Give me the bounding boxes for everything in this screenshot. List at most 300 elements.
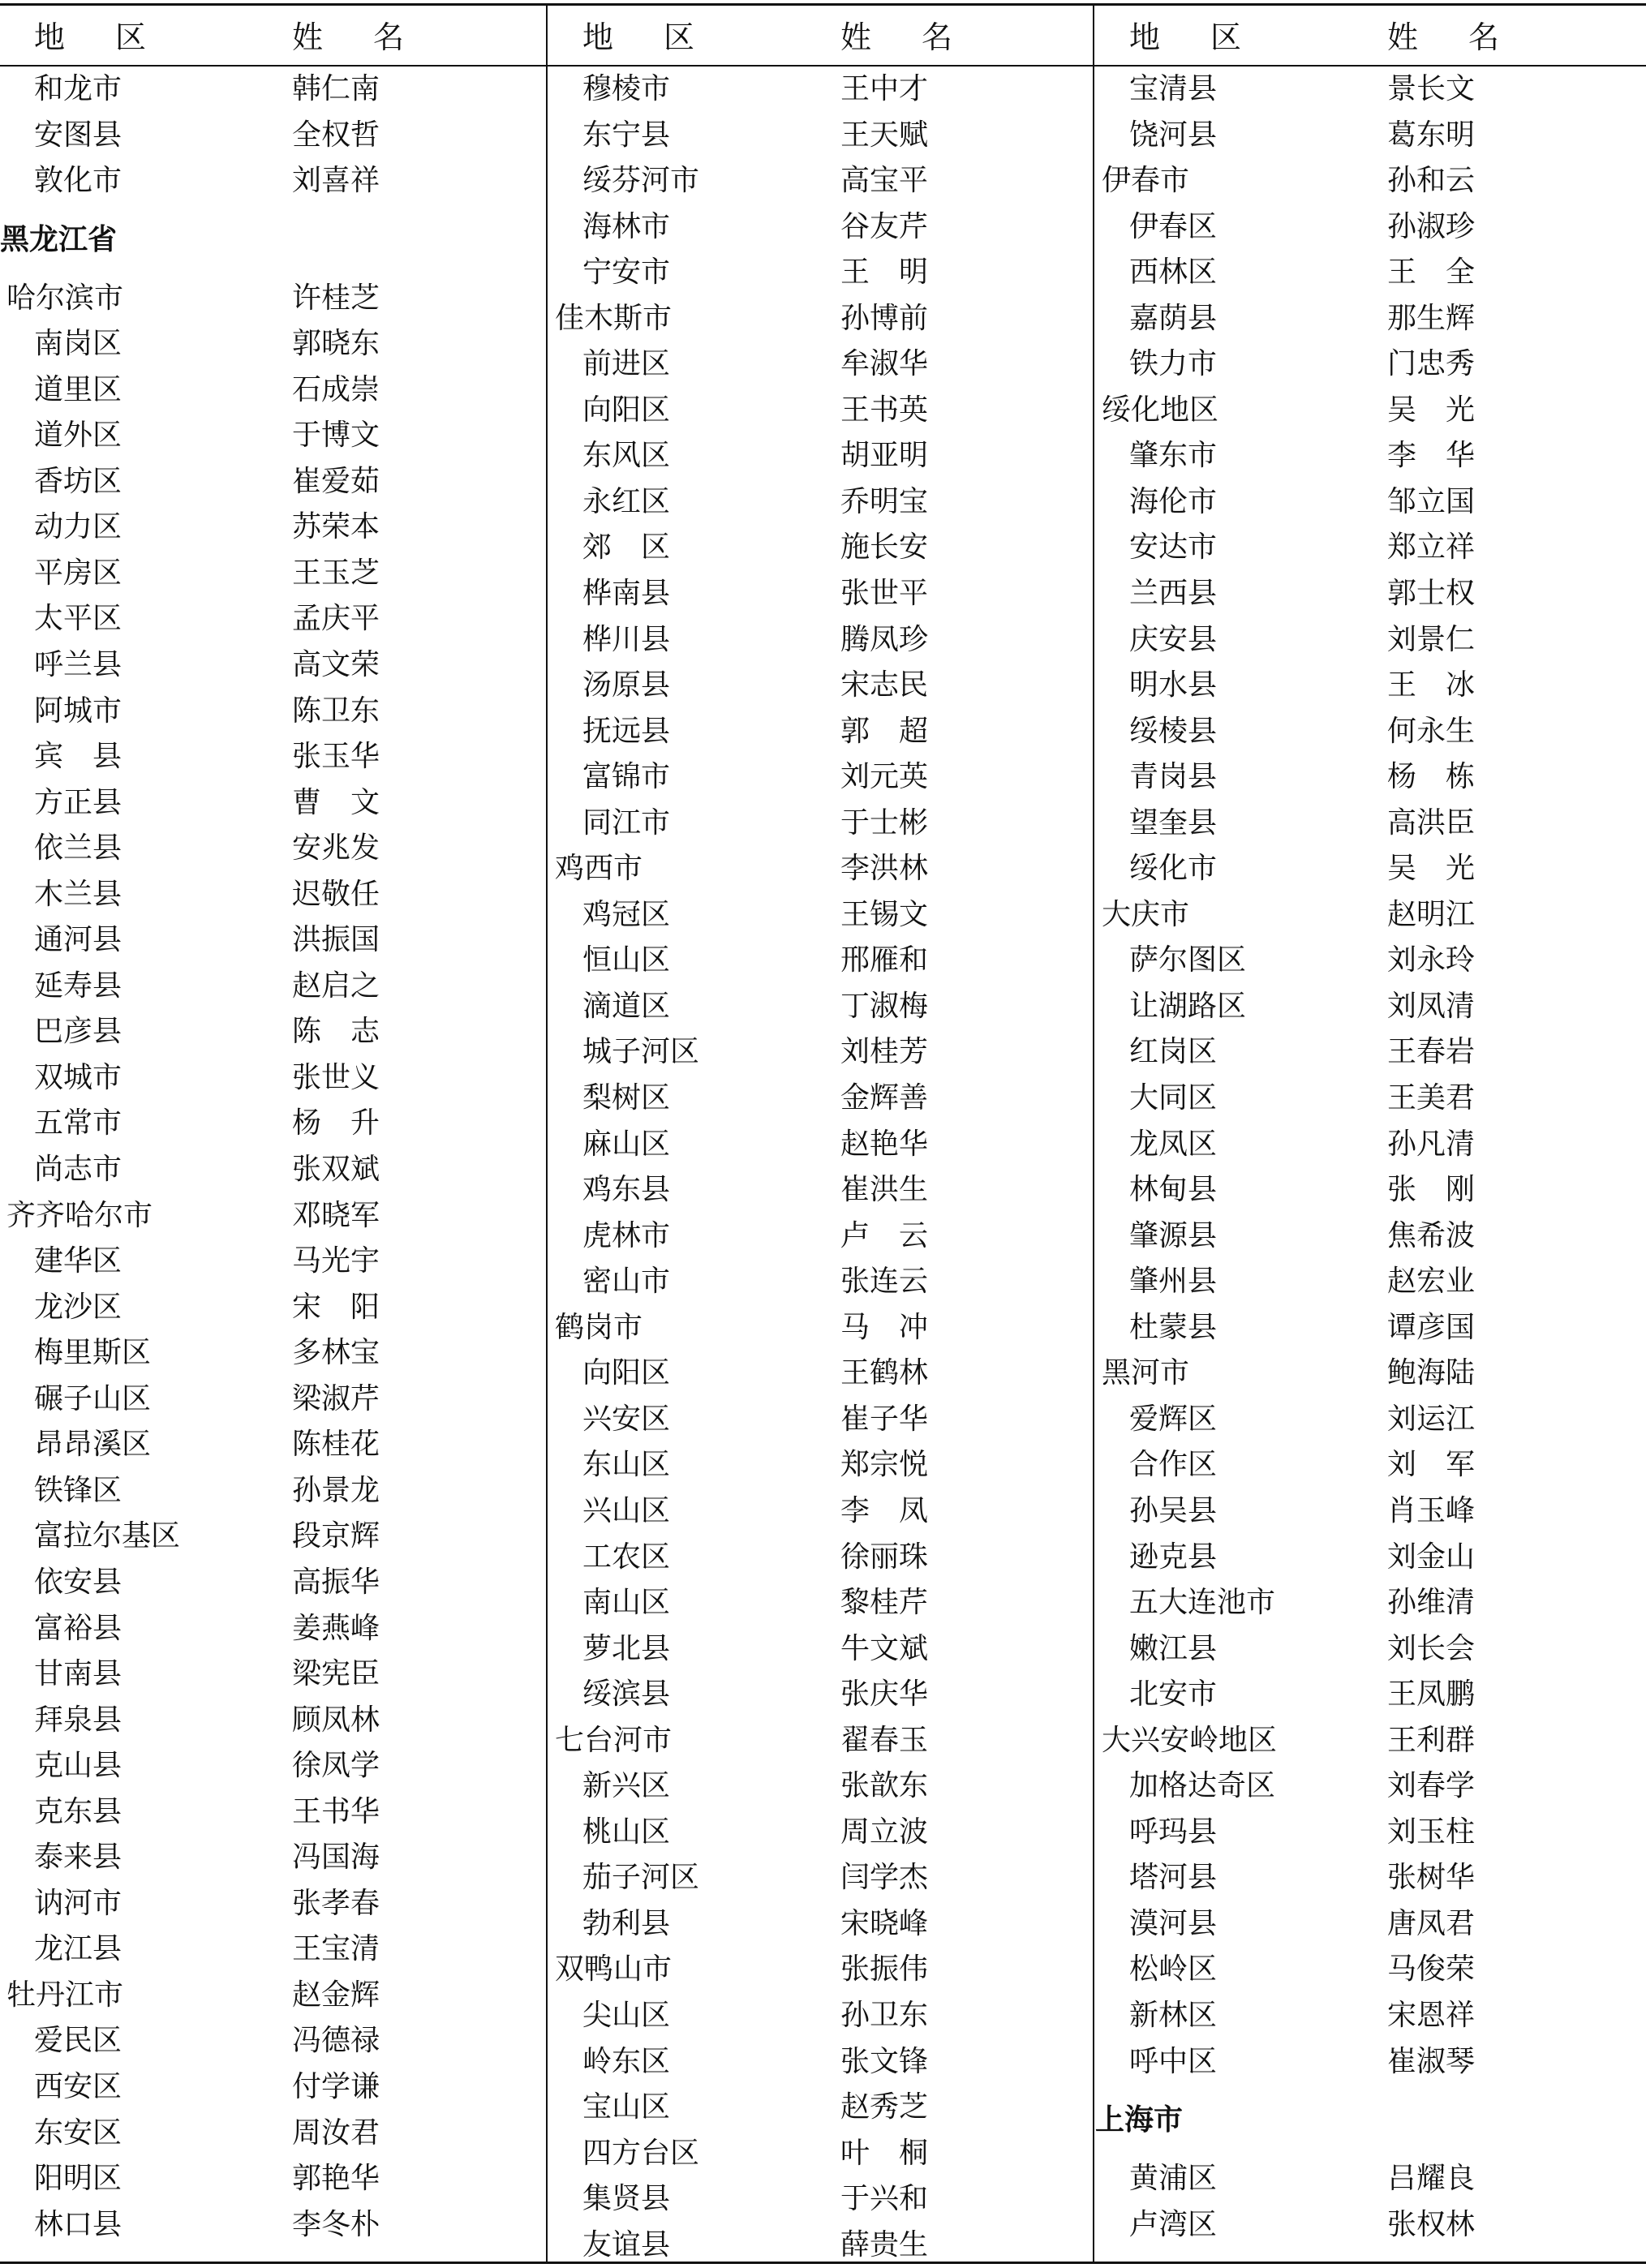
table-row <box>1095 663 1640 709</box>
person-name-cell: 马 冲 <box>840 1310 929 1344</box>
region-cell: 虎林市 <box>582 1218 671 1252</box>
person-name-cell: 李 凤 <box>840 1493 929 1527</box>
column-header <box>1095 0 1640 73</box>
person-name-cell: 韩仁南 <box>292 72 380 105</box>
name-header: 姓 名 <box>840 19 963 55</box>
person-name-cell: 陈卫东 <box>292 694 380 728</box>
table-row <box>1095 1855 1640 1901</box>
region-cell: 绥芬河市 <box>582 164 700 198</box>
table-row <box>548 1580 1094 1626</box>
person-name-cell: 景长文 <box>1387 72 1476 105</box>
region-cell: 肇东市 <box>1129 439 1218 473</box>
region-cell: 黑河市 <box>1102 1356 1190 1390</box>
table-row <box>548 479 1094 526</box>
person-name-cell: 苏荣本 <box>292 510 380 544</box>
table-row <box>548 709 1094 755</box>
person-name-cell: 那生辉 <box>1387 301 1476 335</box>
region-cell: 四方台区 <box>582 2136 700 2170</box>
region-cell: 塔河县 <box>1129 1861 1218 1895</box>
table-row <box>0 642 545 689</box>
table-row <box>548 1993 1094 2039</box>
person-name-cell: 赵秀芝 <box>840 2090 929 2124</box>
person-name-cell: 葛东明 <box>1387 118 1476 152</box>
table-row <box>548 1535 1094 1581</box>
table-row <box>548 2085 1094 2131</box>
region-cell: 青岗县 <box>1129 760 1218 794</box>
table-row <box>0 734 545 780</box>
region-cell: 鸡东县 <box>582 1173 671 1207</box>
person-name-cell: 张世平 <box>840 577 929 611</box>
table-row <box>1095 709 1640 755</box>
person-name-cell: 叶 桐 <box>840 2136 929 2170</box>
person-name-cell: 王锡文 <box>840 897 929 931</box>
region-cell: 依兰县 <box>34 831 122 866</box>
person-name-cell: 于士彬 <box>840 805 929 840</box>
table-row <box>548 1718 1094 1764</box>
region-cell: 汤原县 <box>582 668 671 702</box>
person-name-cell: 郭 超 <box>840 714 929 748</box>
region-cell: 道里区 <box>34 372 122 406</box>
person-name-cell: 许桂芝 <box>292 281 380 315</box>
person-name-cell: 孙景龙 <box>292 1473 380 1507</box>
table-row <box>0 1147 545 1193</box>
region-cell: 尖山区 <box>582 1998 671 2032</box>
person-name-cell: 曹 文 <box>292 785 380 819</box>
table-row <box>548 2039 1094 2085</box>
region-cell: 大兴安岭地区 <box>1102 1723 1278 1757</box>
person-name-cell: 刘金山 <box>1387 1540 1476 1574</box>
person-name-cell: 徐凤学 <box>292 1749 380 1783</box>
region-cell: 东安区 <box>34 2116 122 2150</box>
person-name-cell: 杨 升 <box>292 1106 380 1140</box>
region-cell: 五大连池市 <box>1129 1586 1276 1620</box>
region-cell: 林口县 <box>34 2207 122 2241</box>
person-name-cell: 张树华 <box>1387 1861 1476 1895</box>
table-row <box>548 1351 1094 1397</box>
person-name-cell: 刘凤清 <box>1387 989 1476 1023</box>
table-row <box>1095 204 1640 251</box>
region-cell: 阿城市 <box>34 694 122 728</box>
region-cell: 北安市 <box>1129 1677 1218 1712</box>
table-row <box>548 296 1094 342</box>
person-name-cell: 王宝清 <box>292 1932 380 1966</box>
table-row <box>0 1743 545 1789</box>
region-cell: 方正县 <box>34 785 122 819</box>
region-cell: 敦化市 <box>34 164 122 198</box>
region-cell: 宝山区 <box>582 2090 671 2124</box>
region-cell: 绥滨县 <box>582 1677 671 1712</box>
region-cell: 七台河市 <box>555 1723 673 1757</box>
region-cell: 昂昂溪区 <box>34 1428 152 1462</box>
person-name-cell: 孙卫东 <box>840 1998 929 2032</box>
table-row <box>0 2064 545 2111</box>
person-name-cell: 唐凤君 <box>1387 1906 1476 1940</box>
region-cell: 西林区 <box>1129 256 1218 290</box>
table-row <box>548 1442 1094 1488</box>
person-name-cell: 顾凤林 <box>292 1703 380 1737</box>
region-cell: 孙吴县 <box>1129 1493 1218 1527</box>
table-row <box>548 341 1094 388</box>
person-name-cell: 宋恩祥 <box>1387 1998 1476 2032</box>
person-name-cell: 郑立祥 <box>1387 530 1476 565</box>
person-name-cell: 王书英 <box>840 393 929 427</box>
table-row <box>1095 1718 1640 1764</box>
region-cell: 依安县 <box>34 1565 122 1599</box>
table-row <box>1095 250 1640 296</box>
person-name-cell: 刘玉柱 <box>1387 1815 1476 1849</box>
region-cell: 卢湾区 <box>1129 2207 1218 2241</box>
person-name-cell: 李 华 <box>1387 439 1476 473</box>
table-row <box>1095 2202 1640 2249</box>
region-cell: 萨尔图区 <box>1129 943 1247 977</box>
table-row <box>1095 433 1640 479</box>
table-row <box>1095 525 1640 571</box>
table-row <box>0 1422 545 1468</box>
region-cell: 富锦市 <box>582 760 671 794</box>
table-row <box>0 459 545 505</box>
table-row <box>1095 1810 1640 1856</box>
person-name-cell: 李洪林 <box>840 852 929 886</box>
person-name-cell: 何永生 <box>1387 714 1476 748</box>
region-cell: 向阳区 <box>582 393 671 427</box>
person-name-cell: 孙维清 <box>1387 1586 1476 1620</box>
table-row <box>0 1514 545 1560</box>
table-row <box>0 1239 545 1285</box>
region-cell: 滴道区 <box>582 989 671 1023</box>
person-name-cell: 姜燕峰 <box>292 1611 380 1645</box>
table-row <box>548 433 1094 479</box>
region-cell: 绥化市 <box>1129 852 1218 886</box>
table-row <box>1095 1535 1640 1581</box>
table-row <box>1095 1122 1640 1168</box>
person-name-cell: 高洪臣 <box>1387 805 1476 840</box>
province-name: 上海市 <box>1095 2103 1184 2137</box>
person-name-cell: 牟淑华 <box>840 347 929 381</box>
region-cell: 松岭区 <box>1129 1952 1218 1987</box>
table-row <box>0 321 545 367</box>
table-row <box>1095 938 1640 984</box>
region-cell: 绥化地区 <box>1102 393 1219 427</box>
table-row <box>0 113 545 159</box>
region-cell: 明水县 <box>1129 668 1218 702</box>
region-cell: 富拉尔基区 <box>34 1519 181 1553</box>
region-cell: 城子河区 <box>582 1035 700 1069</box>
table-row <box>0 1560 545 1606</box>
region-cell: 泰来县 <box>34 1841 122 1875</box>
region-cell: 饶河县 <box>1129 118 1218 152</box>
region-cell: 桃山区 <box>582 1815 671 1849</box>
table-row <box>1095 1763 1640 1810</box>
province-name: 黑龙江省 <box>0 222 118 256</box>
table-row <box>548 984 1094 1030</box>
table-row <box>0 596 545 642</box>
table-row <box>0 1193 545 1239</box>
region-cell: 合作区 <box>1129 1448 1218 1482</box>
table-row <box>0 2018 545 2064</box>
table-row <box>1095 1397 1640 1443</box>
region-cell: 宝清县 <box>1129 72 1218 105</box>
region-cell: 麻山区 <box>582 1127 671 1161</box>
person-name-cell: 刘景仁 <box>1387 622 1476 656</box>
person-name-cell: 张权林 <box>1387 2207 1476 2241</box>
table-row <box>1095 1488 1640 1535</box>
person-name-cell: 周立波 <box>840 1815 929 1849</box>
person-name-cell: 张世义 <box>292 1060 380 1094</box>
table-row <box>0 1606 545 1652</box>
table-row <box>0 780 545 827</box>
region-cell: 东风区 <box>582 439 671 473</box>
region-cell: 大庆市 <box>1102 897 1190 931</box>
table-row <box>548 617 1094 664</box>
region-cell: 兴山区 <box>582 1493 671 1527</box>
person-name-cell: 施长安 <box>840 530 929 565</box>
region-cell: 阳明区 <box>34 2162 122 2196</box>
region-cell: 牡丹江市 <box>6 1978 124 2012</box>
region-cell: 林甸县 <box>1129 1173 1218 1207</box>
table-row <box>0 1377 545 1423</box>
table-row <box>1095 479 1640 526</box>
table-row <box>0 872 545 918</box>
person-name-cell: 郭士权 <box>1387 577 1476 611</box>
table-row <box>0 1835 545 1881</box>
table-row <box>548 801 1094 847</box>
region-cell: 伊春市 <box>1102 164 1190 198</box>
person-name-cell: 王中才 <box>840 72 929 105</box>
person-name-cell: 崔爱茹 <box>292 464 380 498</box>
table-row <box>0 964 545 1010</box>
table-row <box>1095 2156 1640 2202</box>
person-name-cell: 孙淑珍 <box>1387 209 1476 243</box>
person-name-cell: 多林宝 <box>292 1336 380 1370</box>
column-header <box>548 0 1094 73</box>
table-row <box>0 158 545 204</box>
region-cell: 工农区 <box>582 1540 671 1574</box>
person-name-cell: 杨 栋 <box>1387 760 1476 794</box>
person-name-cell: 刘桂芳 <box>840 1035 929 1069</box>
region-cell: 西安区 <box>34 2069 122 2103</box>
person-name-cell: 胡亚明 <box>840 439 929 473</box>
person-name-cell: 高文荣 <box>292 648 380 682</box>
person-name-cell: 洪振国 <box>292 923 380 957</box>
table-row <box>0 826 545 872</box>
person-name-cell: 王书华 <box>292 1794 380 1828</box>
person-name-cell: 王天赋 <box>840 118 929 152</box>
person-name-cell: 牛文斌 <box>840 1631 929 1665</box>
region-cell: 铁锋区 <box>34 1473 122 1507</box>
region-cell: 平房区 <box>34 556 122 590</box>
person-name-cell: 孙和云 <box>1387 164 1476 198</box>
table-row <box>1095 846 1640 892</box>
person-name-cell: 高宝平 <box>840 164 929 198</box>
region-cell: 前进区 <box>582 347 671 381</box>
person-name-cell: 宋 阳 <box>292 1290 380 1324</box>
region-cell: 肇源县 <box>1129 1218 1218 1252</box>
region-cell: 东山区 <box>582 1448 671 1482</box>
region-header: 地 区 <box>582 19 705 55</box>
region-cell: 勃利县 <box>582 1906 671 1940</box>
region-cell: 宁安市 <box>582 256 671 290</box>
person-name-cell: 赵宏业 <box>1387 1265 1476 1299</box>
table-row <box>548 1763 1094 1810</box>
table-row <box>548 204 1094 251</box>
region-cell: 和龙市 <box>34 72 122 105</box>
person-name-cell: 冯德禄 <box>292 2024 380 2058</box>
region-cell: 佳木斯市 <box>555 301 673 335</box>
region-cell: 同江市 <box>582 805 671 840</box>
table-row <box>1095 158 1640 204</box>
person-name-cell: 肖玉峰 <box>1387 1493 1476 1527</box>
table-row <box>548 1259 1094 1305</box>
region-cell: 望奎县 <box>1129 805 1218 840</box>
region-cell: 安达市 <box>1129 530 1218 565</box>
person-name-cell: 王 冰 <box>1387 668 1476 702</box>
person-name-cell: 邹立国 <box>1387 484 1476 518</box>
table-row <box>1095 1167 1640 1213</box>
region-cell: 尚志市 <box>34 1153 122 1187</box>
table-row <box>548 67 1094 113</box>
table-row <box>0 1881 545 1927</box>
province-heading-row <box>0 204 545 276</box>
table-row <box>0 1285 545 1331</box>
person-name-cell: 刘喜祥 <box>292 164 380 198</box>
person-name-cell: 邢雁和 <box>840 943 929 977</box>
roster-rows <box>0 67 545 2248</box>
person-name-cell: 刘元英 <box>840 760 929 794</box>
table-row <box>548 1488 1094 1535</box>
person-name-cell: 赵启之 <box>292 969 380 1003</box>
region-cell: 香坊区 <box>34 464 122 498</box>
person-name-cell: 赵明江 <box>1387 897 1476 931</box>
table-row <box>0 2111 545 2157</box>
table-row <box>1095 892 1640 939</box>
region-cell: 爱辉区 <box>1129 1402 1218 1436</box>
person-name-cell: 鲍海陆 <box>1387 1356 1476 1390</box>
table-row <box>0 413 545 459</box>
person-name-cell: 谭彦国 <box>1387 1310 1476 1344</box>
person-name-cell: 石成崇 <box>292 372 380 406</box>
region-cell: 茄子河区 <box>582 1861 700 1895</box>
region-cell: 宾 县 <box>34 740 122 774</box>
region-cell: 龙凤区 <box>1129 1127 1218 1161</box>
person-name-cell: 王春岩 <box>1387 1035 1476 1069</box>
table-row <box>1095 1076 1640 1122</box>
table-row <box>1095 1993 1640 2039</box>
region-cell: 龙沙区 <box>34 1290 122 1324</box>
region-cell: 嘉荫县 <box>1129 301 1218 335</box>
table-row <box>548 2176 1094 2223</box>
person-name-cell: 陈 志 <box>292 1015 380 1049</box>
region-cell: 道外区 <box>34 419 122 453</box>
table-row <box>1095 1029 1640 1076</box>
table-row <box>1095 67 1640 113</box>
region-cell: 双城市 <box>34 1060 122 1094</box>
region-cell: 双鸭山市 <box>555 1952 673 1987</box>
table-row <box>1095 1259 1640 1305</box>
table-row <box>1095 1580 1640 1626</box>
person-name-cell: 吴 光 <box>1387 393 1476 427</box>
table-row <box>1095 801 1640 847</box>
region-cell: 抚远县 <box>582 714 671 748</box>
region-cell: 新兴区 <box>582 1769 671 1803</box>
person-name-cell: 孙凡清 <box>1387 1127 1476 1161</box>
region-cell: 克山县 <box>34 1749 122 1783</box>
person-name-cell: 于兴和 <box>840 2182 929 2216</box>
region-cell: 肇州县 <box>1129 1265 1218 1299</box>
table-row <box>548 113 1094 159</box>
region-cell: 黄浦区 <box>1129 2162 1218 2196</box>
region-header: 地 区 <box>1129 19 1252 55</box>
region-cell: 梅里斯区 <box>34 1336 152 1370</box>
person-name-cell: 张玉华 <box>292 740 380 774</box>
person-name-cell: 丁淑梅 <box>840 989 929 1023</box>
region-cell: 齐齐哈尔市 <box>6 1198 153 1232</box>
name-header: 姓 名 <box>1387 19 1510 55</box>
person-name-cell: 陈桂花 <box>292 1428 380 1462</box>
region-cell: 永红区 <box>582 484 671 518</box>
table-row <box>1095 1442 1640 1488</box>
table-row <box>0 1973 545 2019</box>
region-cell: 嫩江县 <box>1129 1631 1218 1665</box>
region-cell: 海伦市 <box>1129 484 1218 518</box>
table-row <box>1095 1213 1640 1260</box>
region-cell: 铁力市 <box>1129 347 1218 381</box>
person-name-cell: 闫学杰 <box>840 1861 929 1895</box>
table-row <box>1095 1626 1640 1673</box>
table-row <box>548 1213 1094 1260</box>
table-row <box>1095 1672 1640 1718</box>
person-name-cell: 焦希波 <box>1387 1218 1476 1252</box>
table-row <box>548 846 1094 892</box>
region-cell: 动力区 <box>34 510 122 544</box>
table-row <box>548 525 1094 571</box>
table-row <box>1095 1947 1640 1993</box>
region-cell: 穆棱市 <box>582 72 671 105</box>
region-cell: 桦南县 <box>582 577 671 611</box>
table-row <box>548 388 1094 434</box>
table-row <box>0 1927 545 1973</box>
person-name-cell: 崔子华 <box>840 1402 929 1436</box>
person-name-cell: 孟庆平 <box>292 602 380 636</box>
region-cell: 郊 区 <box>582 530 671 565</box>
roster-rows <box>1095 67 1640 2248</box>
person-name-cell: 梁宪臣 <box>292 1657 380 1691</box>
region-cell: 恒山区 <box>582 943 671 977</box>
region-cell: 庆安县 <box>1129 622 1218 656</box>
region-cell: 漠河县 <box>1129 1906 1218 1940</box>
person-name-cell: 王凤鹏 <box>1387 1677 1476 1712</box>
table-row <box>1095 1305 1640 1351</box>
table-row <box>0 689 545 735</box>
region-cell: 兴安区 <box>582 1402 671 1436</box>
region-cell: 巴彦县 <box>34 1015 122 1049</box>
region-cell: 建华区 <box>34 1244 122 1278</box>
region-cell: 南山区 <box>582 1586 671 1620</box>
table-row <box>548 1855 1094 1901</box>
person-name-cell: 赵金辉 <box>292 1978 380 2012</box>
region-cell: 通河县 <box>34 923 122 957</box>
table-row <box>548 1901 1094 1948</box>
person-name-cell: 腾凤珍 <box>840 622 929 656</box>
person-name-cell: 梁淑芹 <box>292 1381 380 1415</box>
person-name-cell: 刘运江 <box>1387 1402 1476 1436</box>
person-name-cell: 张庆华 <box>840 1677 929 1712</box>
person-name-cell: 于博文 <box>292 419 380 453</box>
person-name-cell: 孙博前 <box>840 301 929 335</box>
region-cell: 加格达奇区 <box>1129 1769 1276 1803</box>
table-row <box>0 2202 545 2249</box>
region-cell: 讷河市 <box>34 1886 122 1920</box>
table-row <box>548 663 1094 709</box>
